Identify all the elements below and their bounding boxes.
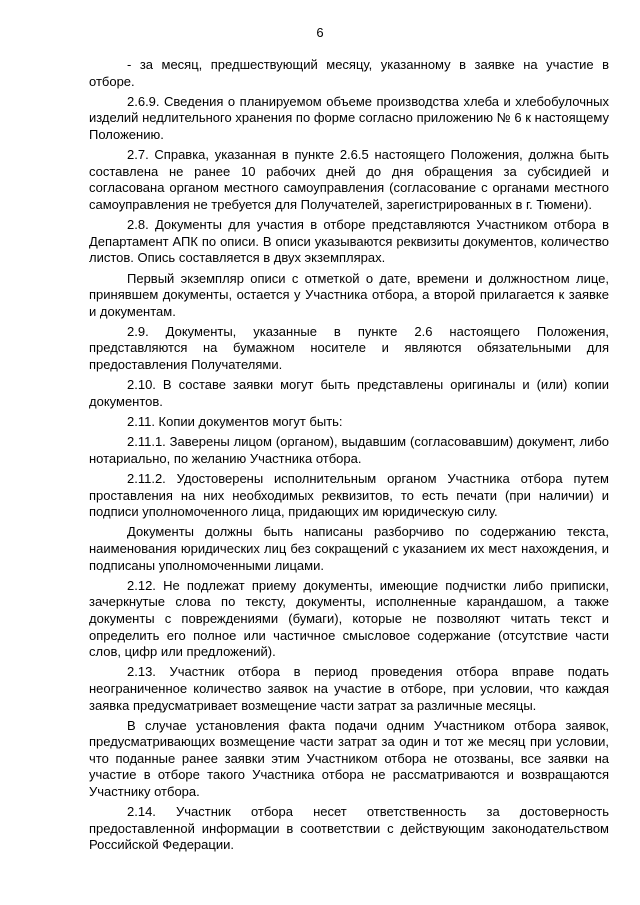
paragraph-2-11-2: 2.11.2. Удостоверены исполнительным органом Участника отбора путем проставления на них необходимых реквизитов, то есть печати (при наличии) и подписи уполномоченного лица, придающих им юридическую силу. [89,471,609,520]
paragraph-2-11-1: 2.11.1. Заверены лицом (органом), выдавшим (согласовавшим) документ, либо нотариально, по желанию Участника отбора. [89,434,609,466]
paragraph-2-11: 2.11. Копии документов могут быть: [127,414,343,430]
document-body [89,57,609,858]
paragraph-2-8: 2.8. Документы для участия в отборе представляются Участником отбора в Департамент АПК по описи. В описи указываются реквизиты документов, количество листов. Опись составляется в двух экземплярах. [89,217,609,266]
page-number: 6 [316,25,324,40]
paragraph-2-10: 2.10. В составе заявки могут быть представлены оригиналы и (или) копии документов. [89,377,609,409]
paragraph-2-12: 2.12. Не подлежат приему документы, имеющие подчистки либо приписки, зачеркнутые слова по тексту, документы, исполненные карандашом, а также документы с повреждениями (бумаги), которые не позволяют читать текст и определить его полное или частичное смысловое содержание (отсутствие части слов, цифр или предложений). [89,577,609,660]
paragraph-month-note: - за месяц, предшествующий месяцу, указанному в заявке на участие в отборе. [89,57,609,89]
paragraph-2-8-copy: Первый экземпляр описи с отметкой о дате, времени и должностном лице, принявшем документы, остается у Участника отбора, а второй прилагается к заявке и документам. [89,270,609,319]
paragraph-2-13: 2.13. Участник отбора в период проведения отбора вправе подать неограниченное количество заявок на участие в отборе, при условии, что каждая заявка предусматривает возмещение части затрат за различные месяцы. [89,664,609,713]
paragraph-2-9: 2.9. Документы, указанные в пункте 2.6 настоящего Положения, представляются на бумажном носителе и являются обязательными для предоставления Получателями. [89,323,609,373]
paragraph-documents-legibility: Документы должны быть написаны разборчиво по содержанию текста, наименования юридических лиц без сокращений с указанием их мест нахождения, и подписаны уполномоченными лицами. [89,524,609,573]
paragraph-2-7: 2.7. Справка, указанная в пункте 2.6.5 настоящего Положения, должна быть составлена не ранее 10 рабочих дней до дня обращения за субсидией и согласована органом местного самоуправления (согласование с органами местного самоуправления не требуется для Получателей, зарегистрированных в г. Тюмени). [89,147,609,212]
paragraph-2-14: 2.14. Участник отбора несет ответственность за достоверность предоставленной информации в соответствии с действующим законодательством Российской Федерации. [89,804,609,853]
paragraph-2-6-9: 2.6.9. Сведения о планируемом объеме производства хлеба и хлебобулочных изделий недлительного хранения по форме согласно приложению № 6 к настоящему Положению. [89,93,609,142]
paragraph-duplicate-applications: В случае установления факта подачи одним Участником отбора заявок, предусматривающих возмещение части затрат за один и тот же месяц при условии, что поданные ранее заявки этим Участником отбора не отозваны, все заявки на участие в отборе такого Участника отбора не рассматриваются и возвращаются Участнику отбора. [89,717,609,800]
